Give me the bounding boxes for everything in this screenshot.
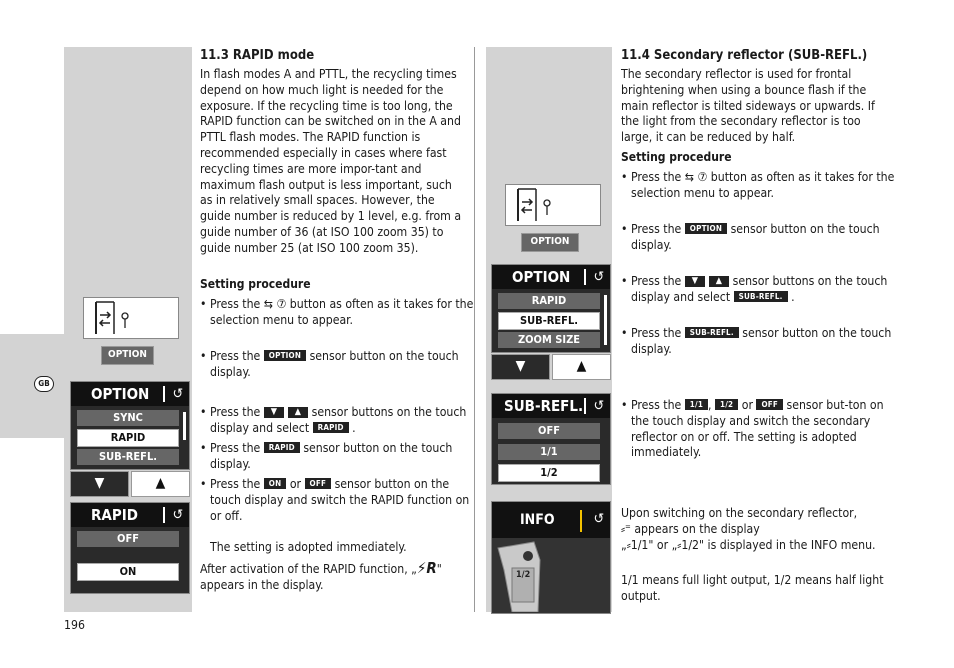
right-step-4: • Press the SUB-REFL. sensor button on the touch display. (621, 326, 897, 358)
left-paragraph: In flash modes A and PTTL, the recycling times depend on how much light is needed for the exposure. If the recycling time is too long, the RAPID function can be switched on in the A and PTTL flash modes. The RAPID function is recommended especially in cases where fast recycling times are more impor-tant and maximum flash output is less important, such as in relatively small spaces. However, the guide number is reduced by 1 level, e.g. from a guide number of 36 (at ISO 100 zoom 35) to guide number 25 (at ISO 100 zoom 35). (200, 67, 462, 255)
sub-refl-badge: 1/2 (516, 570, 531, 580)
option-menu-title: OPTION (71, 382, 189, 406)
option-button[interactable]: OPTION (521, 233, 579, 252)
back-icon[interactable]: ↺ (593, 511, 604, 527)
mode-arrows-icon: ⇆ (684, 170, 694, 184)
side-tab (0, 334, 64, 438)
sub-refl-off-option[interactable]: OFF (498, 423, 600, 439)
right-step-1: • Press the ⇆ ⑦ button as often as it takes for the selection menu to appear. (621, 170, 897, 202)
column-divider (474, 47, 475, 612)
menu-item-rapid[interactable]: RAPID (498, 293, 600, 309)
down-arrow-button[interactable]: ▼ (491, 354, 550, 380)
menu-item-rapid[interactable]: RAPID (77, 429, 179, 447)
down-arrow-button[interactable]: ▼ (70, 471, 129, 497)
mode-switch-icon (506, 185, 600, 225)
rapid-off-option[interactable]: OFF (77, 531, 179, 547)
left-step-4: • Press the RAPID sensor button on the touch display. (200, 441, 474, 473)
back-icon[interactable]: ↺ (593, 398, 604, 414)
rapid-on-option[interactable]: ON (77, 563, 179, 581)
left-heading: 11.3 RAPID mode (200, 48, 315, 63)
left-step-3: • Press the ▼ ▲ sensor buttons on the touch display and select RAPID . (200, 405, 474, 437)
down-arrow-icon: ▼ (264, 407, 284, 418)
left-after-note: After activation of the RAPID function, „⚡R" appears in the display. (200, 559, 442, 592)
down-arrow-icon: ▼ (685, 276, 705, 287)
option-menu-screen (70, 381, 190, 470)
menu-item-sub-refl[interactable]: SUB-REFL. (77, 449, 179, 465)
left-step-1: • Press the ⇆ ⑦ button as often as it takes for the selection menu to appear. (200, 297, 474, 329)
up-arrow-button[interactable]: ▲ (131, 471, 190, 497)
language-badge: GB (34, 376, 54, 392)
left-step-2: • Press the OPTION sensor button on the touch display. (200, 349, 474, 381)
scrollbar[interactable] (183, 412, 186, 440)
mode-button-illustration (505, 184, 601, 226)
up-arrow-icon: ▲ (288, 407, 308, 418)
button-7-icon: ⑦ (276, 297, 287, 311)
menu-item-zoom-size[interactable]: ZOOM SIZE (498, 332, 600, 348)
menu-item-sub-refl[interactable]: SUB-REFL. (498, 312, 600, 330)
page-number: 196 (64, 618, 85, 632)
up-arrow-icon: ▲ (709, 276, 729, 287)
option-button[interactable]: OPTION (101, 346, 154, 365)
sub-refl-menu-title: SUB-REFL. (492, 394, 610, 418)
back-icon[interactable]: ↺ (172, 507, 183, 523)
right-step-3: • Press the ▼ ▲ sensor buttons on the touch display and select SUB-REFL. . (621, 274, 897, 306)
back-icon[interactable]: ↺ (593, 269, 604, 285)
rapid-indicator-icon: ⚡R (416, 559, 437, 577)
mode-arrows-icon: ⇆ (263, 297, 273, 311)
scrollbar[interactable] (604, 295, 607, 345)
menu-item-sync[interactable]: SYNC (77, 410, 179, 426)
title-separator (163, 386, 165, 402)
info-screen (491, 501, 611, 614)
right-step-2: • Press the OPTION sensor button on the touch display. (621, 222, 897, 254)
left-adopted-note: The setting is adopted immediately. (210, 540, 407, 554)
option-menu-screen (491, 264, 611, 353)
sub-refl-half-option[interactable]: 1/2 (498, 464, 600, 482)
title-separator (584, 398, 586, 414)
left-step-5: • Press the ON or OFF sensor button on the touch display and switch the RAPID function on or off. (200, 477, 474, 524)
sub-refl-indicator-icon: ⸗ (626, 537, 631, 552)
right-paragraph: The secondary reflector is used for frontal brightening when using a bounce flash if the main reflector is tilted sideways or upwards. If the light from the secondary reflector is too large, it can be reduced by half. (621, 67, 875, 145)
sub-refl-full-option[interactable]: 1/1 (498, 444, 600, 460)
right-upon-note: Upon switching on the secondary reflector, ⸗⁼ appears on the display „⸗1/1" or „⸗1/2" is displayed in the INFO menu. (621, 506, 876, 552)
button-7-icon: ⑦ (697, 170, 708, 184)
rapid-menu-screen (70, 502, 190, 594)
sub-refl-indicator-icon: ⸗⁼ (621, 521, 631, 536)
right-step-5: • Press the 1/1 , 1/2 or OFF sensor but-ton on the touch display and switch the secondary reflector on or off. The setting is adopted immediately. (621, 398, 897, 461)
option-menu-title: OPTION (492, 265, 610, 289)
info-title: INFO (492, 502, 610, 538)
right-procedure-heading: Setting procedure (621, 150, 732, 164)
back-icon[interactable]: ↺ (172, 386, 183, 402)
left-procedure-heading: Setting procedure (200, 277, 311, 291)
right-means-note: 1/1 means full light output, 1/2 means half light output. (621, 573, 884, 603)
mode-switch-icon (84, 298, 178, 338)
title-separator (584, 269, 586, 285)
up-arrow-button[interactable]: ▲ (552, 354, 611, 380)
rapid-menu-title: RAPID (71, 503, 189, 527)
title-separator (163, 507, 165, 523)
mode-button-illustration (83, 297, 179, 339)
right-heading: 11.4 Secondary reflector (SUB-REFL.) (621, 48, 868, 63)
title-separator (580, 510, 582, 532)
sub-refl-indicator-icon: ⸗ (677, 537, 682, 552)
sub-refl-menu-screen (491, 393, 611, 485)
